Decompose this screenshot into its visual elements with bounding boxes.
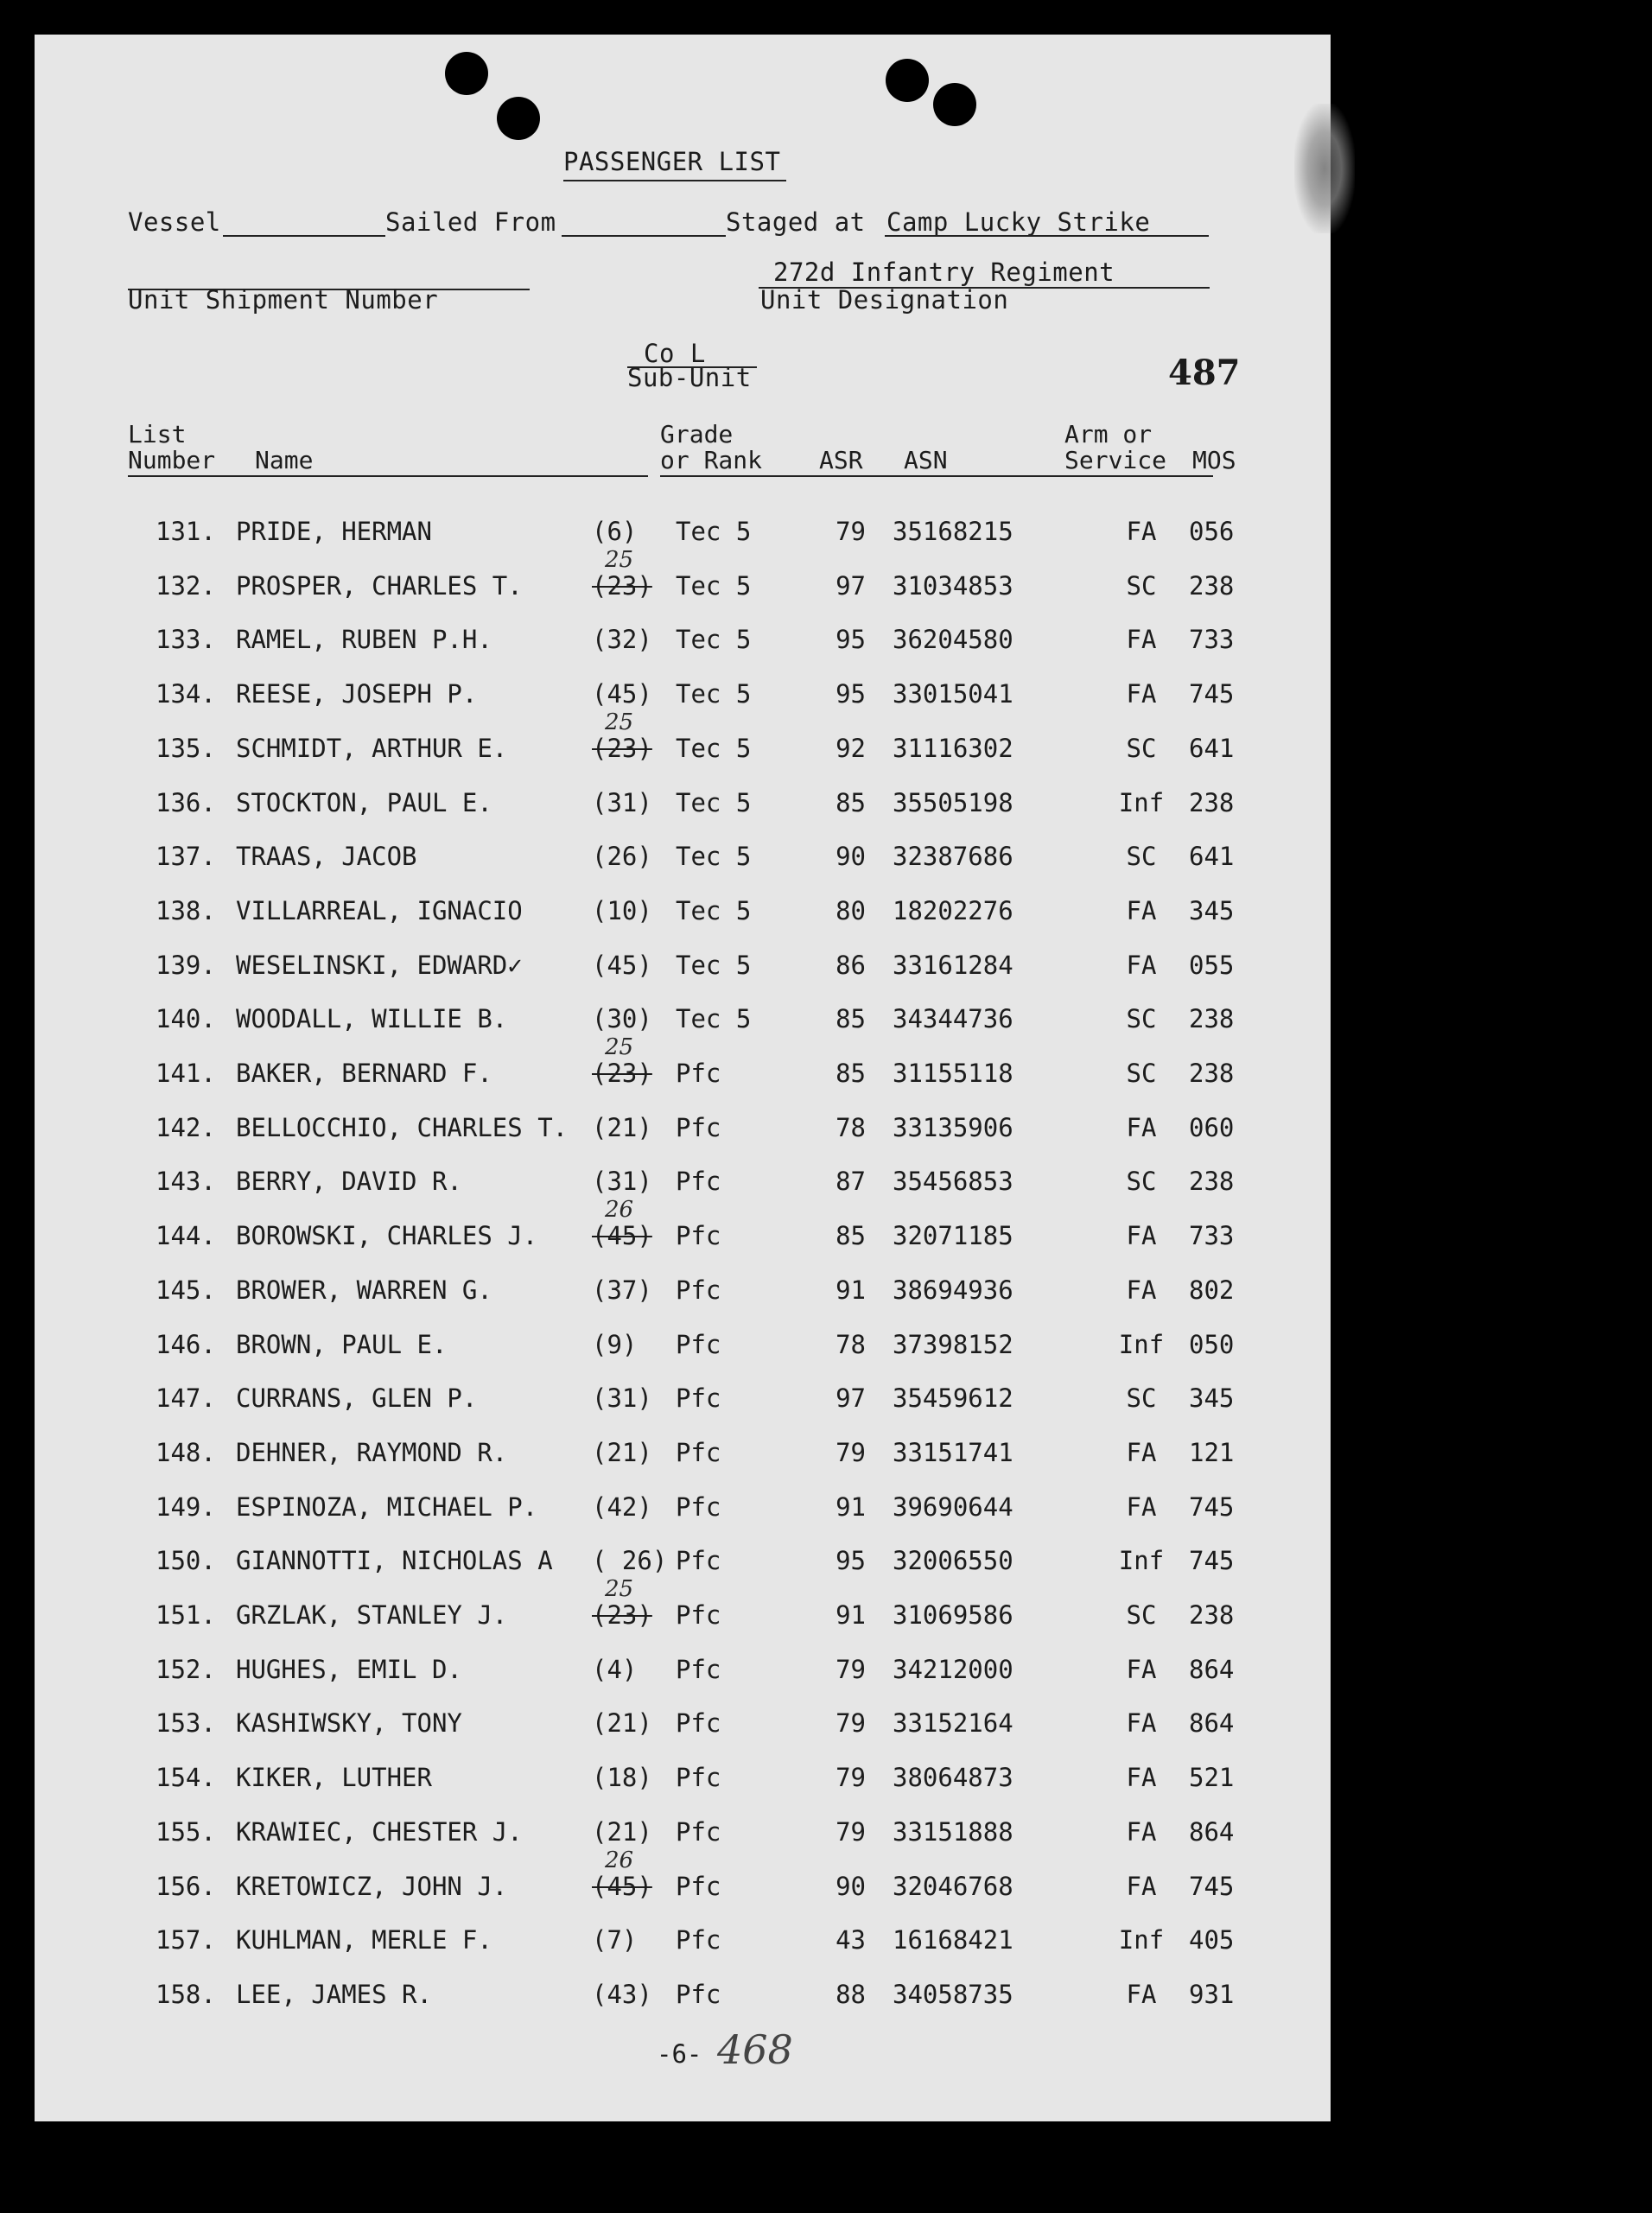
passenger-name: BAKER, BERNARD F. — [236, 1059, 492, 1088]
grade-rank: Pfc — [676, 1763, 721, 1793]
handwritten-correction: 25 — [605, 709, 634, 735]
passenger-name: STOCKTON, PAUL E. — [236, 787, 492, 817]
table-row — [35, 842, 1331, 895]
asr-score: 91 — [836, 1275, 866, 1305]
mos-code: 745 — [1189, 1491, 1235, 1522]
asr-score: 95 — [836, 679, 866, 709]
mos-code: 345 — [1189, 895, 1235, 925]
passenger-name: ESPINOZA, MICHAEL P. — [236, 1491, 538, 1522]
asr-score: 85 — [836, 1004, 866, 1034]
table-row — [35, 1925, 1331, 1979]
list-number: 158. — [156, 1979, 216, 2009]
grade-rank: Pfc — [676, 1546, 721, 1576]
grade-rank: Pfc — [676, 1708, 721, 1739]
mos-code: 050 — [1189, 1329, 1235, 1359]
army-serial-number: 16168421 — [893, 1925, 1013, 1955]
arm-or-service: FA — [1126, 679, 1157, 709]
arm-or-service: FA — [1126, 1112, 1157, 1142]
asr-score: 90 — [836, 1871, 866, 1901]
arm-or-service: SC — [1126, 1383, 1157, 1414]
mos-code: 238 — [1189, 1059, 1235, 1088]
passenger-name: GIANNOTTI, NICHOLAS A — [236, 1546, 553, 1576]
list-number: 143. — [156, 1167, 216, 1197]
asr-score: 95 — [836, 625, 866, 655]
punch-hole — [445, 52, 488, 95]
code-number: (23) — [592, 570, 652, 601]
header-underline-left — [128, 475, 648, 477]
grade-rank: Pfc — [676, 1329, 721, 1359]
arm-or-service: FA — [1126, 895, 1157, 925]
mos-code: 345 — [1189, 1383, 1235, 1414]
arm-or-service: FA — [1126, 625, 1157, 655]
army-serial-number: 34344736 — [893, 1004, 1013, 1034]
army-serial-number: 36204580 — [893, 625, 1013, 655]
list-number: 153. — [156, 1708, 216, 1739]
arm-or-service: SC — [1126, 842, 1157, 872]
passenger-name: SCHMIDT, ARTHUR E. — [236, 733, 508, 763]
arm-or-service: SC — [1126, 733, 1157, 763]
handwritten-correction: 25 — [605, 1576, 634, 1602]
arm-or-service: SC — [1126, 1600, 1157, 1630]
table-row — [35, 951, 1331, 1004]
army-serial-number: 33161284 — [893, 950, 1013, 980]
army-serial-number: 32006550 — [893, 1546, 1013, 1576]
passenger-name: BELLOCCHIO, CHARLES T. — [236, 1112, 569, 1142]
list-number: 156. — [156, 1871, 216, 1901]
army-serial-number: 31116302 — [893, 733, 1013, 763]
code-number: (9) — [592, 1329, 638, 1359]
grade-rank: Tec 5 — [676, 733, 752, 763]
col-arm-line2: Service — [1064, 446, 1167, 474]
asr-score: 79 — [836, 1437, 866, 1467]
code-number: (26) — [592, 842, 652, 872]
passenger-name: HUGHES, EMIL D. — [236, 1654, 462, 1684]
table-row — [35, 1708, 1331, 1762]
passenger-name: BOROWSKI, CHARLES J. — [236, 1221, 538, 1251]
code-number: (21) — [592, 1708, 652, 1739]
col-asn: ASN — [904, 446, 948, 474]
code-number: (7) — [592, 1925, 638, 1955]
code-number: (31) — [592, 1167, 652, 1197]
grade-rank: Pfc — [676, 1059, 721, 1088]
unit-designation-label: Unit Designation — [760, 285, 1009, 315]
code-number: (21) — [592, 1112, 652, 1142]
mos-code: 931 — [1189, 1979, 1235, 2009]
passenger-name: BROWN, PAUL E. — [236, 1329, 448, 1359]
grade-rank: Tec 5 — [676, 950, 752, 980]
mos-code: 056 — [1189, 517, 1235, 546]
army-serial-number: 33135906 — [893, 1112, 1013, 1142]
grade-rank: Pfc — [676, 1871, 721, 1901]
table-row — [35, 896, 1331, 950]
asr-score: 88 — [836, 1979, 866, 2009]
army-serial-number: 32046768 — [893, 1871, 1013, 1901]
army-serial-number: 35168215 — [893, 517, 1013, 546]
list-number: 135. — [156, 733, 216, 763]
code-number: (45) — [592, 1221, 652, 1251]
code-number: (37) — [592, 1275, 652, 1305]
grade-rank: Tec 5 — [676, 842, 752, 872]
mos-code: 238 — [1189, 787, 1235, 817]
asr-score: 80 — [836, 895, 866, 925]
table-row — [35, 1113, 1331, 1167]
col-grade-line2: or Rank — [660, 446, 763, 474]
grade-rank: Pfc — [676, 1600, 721, 1630]
army-serial-number: 35459612 — [893, 1383, 1013, 1414]
list-number: 145. — [156, 1275, 216, 1305]
army-serial-number: 33151741 — [893, 1437, 1013, 1467]
asr-score: 78 — [836, 1112, 866, 1142]
table-row — [35, 1847, 1331, 1925]
army-serial-number: 31069586 — [893, 1600, 1013, 1630]
list-number: 134. — [156, 679, 216, 709]
grade-rank: Tec 5 — [676, 679, 752, 709]
table-row — [35, 1383, 1331, 1437]
unit-shipment-label: Unit Shipment Number — [128, 285, 439, 315]
grade-rank: Tec 5 — [676, 787, 752, 817]
asr-score: 91 — [836, 1600, 866, 1630]
army-serial-number: 39690644 — [893, 1491, 1013, 1522]
table-row — [35, 1980, 1331, 2033]
grade-rank: Pfc — [676, 1167, 721, 1197]
list-number: 157. — [156, 1925, 216, 1955]
list-number: 131. — [156, 517, 216, 546]
mos-code: 745 — [1189, 679, 1235, 709]
mos-code: 238 — [1189, 570, 1235, 601]
document-number: 487 — [1168, 353, 1241, 393]
handwritten-correction: 26 — [605, 1847, 634, 1873]
mos-code: 238 — [1189, 1004, 1235, 1034]
grade-rank: Tec 5 — [676, 517, 752, 546]
asr-score: 79 — [836, 1654, 866, 1684]
army-serial-number: 35505198 — [893, 787, 1013, 817]
code-number: (4) — [592, 1654, 638, 1684]
unit-designation-value: 272d Infantry Regiment — [773, 258, 1115, 287]
army-serial-number: 33152164 — [893, 1708, 1013, 1739]
list-number: 152. — [156, 1654, 216, 1684]
arm-or-service: FA — [1126, 1491, 1157, 1522]
passenger-name: PRIDE, HERMAN — [236, 517, 432, 546]
arm-or-service: FA — [1126, 1708, 1157, 1739]
arm-or-service: Inf — [1118, 1546, 1165, 1576]
title-underline — [563, 180, 786, 181]
grade-rank: Tec 5 — [676, 895, 752, 925]
code-number: ( 26) — [592, 1546, 668, 1576]
list-number: 138. — [156, 895, 216, 925]
arm-or-service: FA — [1126, 1275, 1157, 1305]
vessel-field — [223, 235, 385, 237]
table-row — [35, 1275, 1331, 1329]
arm-or-service: FA — [1126, 1437, 1157, 1467]
header-underline-right — [660, 475, 1213, 477]
mos-code: 745 — [1189, 1871, 1235, 1901]
asr-score: 79 — [836, 1708, 866, 1739]
code-number: (45) — [592, 950, 652, 980]
asr-score: 79 — [836, 517, 866, 546]
army-serial-number: 31034853 — [893, 570, 1013, 601]
handwritten-correction: 25 — [605, 546, 634, 573]
mos-code: 641 — [1189, 733, 1235, 763]
punch-hole — [886, 59, 929, 102]
table-row — [35, 625, 1331, 678]
table-row — [35, 546, 1331, 625]
grade-rank: Pfc — [676, 1275, 721, 1305]
grade-rank: Pfc — [676, 1437, 721, 1467]
mos-code: 802 — [1189, 1275, 1235, 1305]
handwritten-correction: 25 — [605, 1034, 634, 1060]
mos-code: 238 — [1189, 1600, 1235, 1630]
list-number: 132. — [156, 570, 216, 601]
table-row — [35, 1763, 1331, 1816]
mos-code: 745 — [1189, 1546, 1235, 1576]
grade-rank: Tec 5 — [676, 570, 752, 601]
mos-code: 121 — [1189, 1437, 1235, 1467]
punch-hole — [933, 83, 976, 126]
list-number: 133. — [156, 625, 216, 655]
code-number: (23) — [592, 1600, 652, 1630]
sailed-from-field — [562, 235, 726, 237]
code-number: (21) — [592, 1816, 652, 1847]
grade-rank: Pfc — [676, 1654, 721, 1684]
table-row — [35, 1004, 1331, 1058]
arm-or-service: Inf — [1118, 787, 1165, 817]
asr-score: 87 — [836, 1167, 866, 1197]
code-number: (21) — [592, 1437, 652, 1467]
arm-or-service: FA — [1126, 1763, 1157, 1793]
code-number: (42) — [592, 1491, 652, 1522]
army-serial-number: 35456853 — [893, 1167, 1013, 1197]
grade-rank: Pfc — [676, 1112, 721, 1142]
arm-or-service: FA — [1126, 1816, 1157, 1847]
list-number: 136. — [156, 787, 216, 817]
code-number: (45) — [592, 679, 652, 709]
list-number: 150. — [156, 1546, 216, 1576]
mos-code: 733 — [1189, 625, 1235, 655]
table-row — [35, 1438, 1331, 1491]
mos-code: 055 — [1189, 950, 1235, 980]
mos-code: 864 — [1189, 1816, 1235, 1847]
list-number: 141. — [156, 1059, 216, 1088]
list-number: 149. — [156, 1491, 216, 1522]
passenger-name: KUHLMAN, MERLE F. — [236, 1925, 492, 1955]
list-number: 139. — [156, 950, 216, 980]
code-number: (32) — [592, 625, 652, 655]
staged-at-value: Camp Lucky Strike — [886, 207, 1151, 237]
table-row — [35, 1546, 1331, 1599]
arm-or-service: FA — [1126, 1979, 1157, 2009]
page-stain — [1294, 104, 1355, 233]
col-asr: ASR — [819, 446, 863, 474]
army-serial-number: 33015041 — [893, 679, 1013, 709]
document-page — [35, 35, 1331, 2121]
list-number: 147. — [156, 1383, 216, 1414]
arm-or-service: FA — [1126, 1654, 1157, 1684]
passenger-name: REESE, JOSEPH P. — [236, 679, 478, 709]
asr-score: 85 — [836, 787, 866, 817]
table-row — [35, 517, 1331, 570]
list-number: 148. — [156, 1437, 216, 1467]
handwritten-page-number: 468 — [717, 2026, 793, 2073]
mos-code: 641 — [1189, 842, 1235, 872]
asr-score: 43 — [836, 1925, 866, 1955]
asr-score: 97 — [836, 570, 866, 601]
arm-or-service: SC — [1126, 1004, 1157, 1034]
army-serial-number: 34058735 — [893, 1979, 1013, 2009]
asr-score: 90 — [836, 842, 866, 872]
code-number: (31) — [592, 787, 652, 817]
code-number: (45) — [592, 1871, 652, 1901]
col-arm-line1: Arm or — [1064, 420, 1153, 448]
table-row — [35, 709, 1331, 787]
table-row — [35, 788, 1331, 842]
list-number: 137. — [156, 842, 216, 872]
col-name: Name — [255, 446, 314, 474]
asr-score: 97 — [836, 1383, 866, 1414]
passenger-name: GRZLAK, STANLEY J. — [236, 1600, 508, 1630]
page-number: -6- — [657, 2039, 702, 2069]
mos-code: 864 — [1189, 1708, 1235, 1739]
code-number: (18) — [592, 1763, 652, 1793]
list-number: 142. — [156, 1112, 216, 1142]
table-row — [35, 1576, 1331, 1654]
passenger-name: KIKER, LUTHER — [236, 1763, 432, 1793]
passenger-name: VILLARREAL, IGNACIO — [236, 895, 523, 925]
army-serial-number: 32071185 — [893, 1221, 1013, 1251]
table-row — [35, 1034, 1331, 1112]
list-number: 151. — [156, 1600, 216, 1630]
code-number: (43) — [592, 1979, 652, 2009]
mos-code: 864 — [1189, 1654, 1235, 1684]
code-number: (6) — [592, 517, 638, 546]
passenger-name: KASHIWSKY, TONY — [236, 1708, 462, 1739]
asr-score: 79 — [836, 1816, 866, 1847]
asr-score: 92 — [836, 733, 866, 763]
table-row — [35, 1167, 1331, 1220]
table-row — [35, 1817, 1331, 1871]
col-list-number-line2: Number — [128, 446, 216, 474]
asr-score: 91 — [836, 1491, 866, 1522]
grade-rank: Pfc — [676, 1979, 721, 2009]
sailed-from-label: Sailed From — [385, 207, 556, 237]
passenger-name: BERRY, DAVID R. — [236, 1167, 462, 1197]
col-list-number-line1: List — [128, 420, 187, 448]
mos-code: 405 — [1189, 1925, 1235, 1955]
arm-or-service: FA — [1126, 950, 1157, 980]
grade-rank: Pfc — [676, 1925, 721, 1955]
arm-or-service: SC — [1126, 1059, 1157, 1088]
mos-code: 060 — [1189, 1112, 1235, 1142]
document-title: PASSENGER LIST — [563, 147, 781, 176]
list-number: 144. — [156, 1221, 216, 1251]
grade-rank: Pfc — [676, 1221, 721, 1251]
arm-or-service: Inf — [1118, 1925, 1165, 1955]
staged-at-label: Staged at — [726, 207, 866, 237]
asr-score: 85 — [836, 1059, 866, 1088]
passenger-name: PROSPER, CHARLES T. — [236, 570, 523, 601]
passenger-name: KRETOWICZ, JOHN J. — [236, 1871, 508, 1901]
arm-or-service: SC — [1126, 1167, 1157, 1197]
arm-or-service: FA — [1126, 1221, 1157, 1251]
table-row — [35, 1655, 1331, 1708]
army-serial-number: 18202276 — [893, 895, 1013, 925]
grade-rank: Pfc — [676, 1383, 721, 1414]
passenger-name: CURRANS, GLEN P. — [236, 1383, 478, 1414]
army-serial-number: 34212000 — [893, 1654, 1013, 1684]
code-number: (30) — [592, 1004, 652, 1034]
army-serial-number: 31155118 — [893, 1059, 1013, 1088]
passenger-name: WESELINSKI, EDWARD✓ — [236, 950, 523, 980]
list-number: 154. — [156, 1763, 216, 1793]
army-serial-number: 32387686 — [893, 842, 1013, 872]
code-number: (10) — [592, 895, 652, 925]
army-serial-number: 38064873 — [893, 1763, 1013, 1793]
handwritten-correction: 26 — [605, 1197, 634, 1224]
passenger-name: TRAAS, JACOB — [236, 842, 417, 872]
staged-at-field — [885, 235, 1209, 237]
asr-score: 79 — [836, 1763, 866, 1793]
passenger-name: WOODALL, WILLIE B. — [236, 1004, 508, 1034]
mos-code: 521 — [1189, 1763, 1235, 1793]
sub-unit-label: Sub-Unit — [627, 363, 752, 392]
grade-rank: Pfc — [676, 1491, 721, 1522]
asr-score: 86 — [836, 950, 866, 980]
passenger-name: DEHNER, RAYMOND R. — [236, 1437, 508, 1467]
grade-rank: Tec 5 — [676, 625, 752, 655]
mos-code: 238 — [1189, 1167, 1235, 1197]
table-row — [35, 1197, 1331, 1275]
grade-rank: Pfc — [676, 1816, 721, 1847]
passenger-name: BROWER, WARREN G. — [236, 1275, 492, 1305]
code-number: (31) — [592, 1383, 652, 1414]
table-row — [35, 679, 1331, 733]
passenger-name: LEE, JAMES R. — [236, 1979, 432, 2009]
asr-score: 85 — [836, 1221, 866, 1251]
asr-score: 95 — [836, 1546, 866, 1576]
code-number: (23) — [592, 733, 652, 763]
arm-or-service: SC — [1126, 570, 1157, 601]
asr-score: 78 — [836, 1329, 866, 1359]
col-mos: MOS — [1192, 446, 1236, 474]
arm-or-service: Inf — [1118, 1329, 1165, 1359]
list-number: 146. — [156, 1329, 216, 1359]
list-number: 155. — [156, 1816, 216, 1847]
col-grade-line1: Grade — [660, 420, 734, 448]
table-row — [35, 1330, 1331, 1383]
punch-hole — [497, 97, 540, 140]
passenger-name: KRAWIEC, CHESTER J. — [236, 1816, 523, 1847]
list-number: 140. — [156, 1004, 216, 1034]
grade-rank: Tec 5 — [676, 1004, 752, 1034]
army-serial-number: 33151888 — [893, 1816, 1013, 1847]
vessel-label: Vessel — [128, 207, 221, 237]
army-serial-number: 38694936 — [893, 1275, 1013, 1305]
sub-unit-value: Co L — [644, 339, 706, 368]
arm-or-service: FA — [1126, 517, 1157, 546]
table-row — [35, 1492, 1331, 1546]
army-serial-number: 37398152 — [893, 1329, 1013, 1359]
passenger-name: RAMEL, RUBEN P.H. — [236, 625, 492, 655]
mos-code: 733 — [1189, 1221, 1235, 1251]
arm-or-service: FA — [1126, 1871, 1157, 1901]
code-number: (23) — [592, 1059, 652, 1088]
